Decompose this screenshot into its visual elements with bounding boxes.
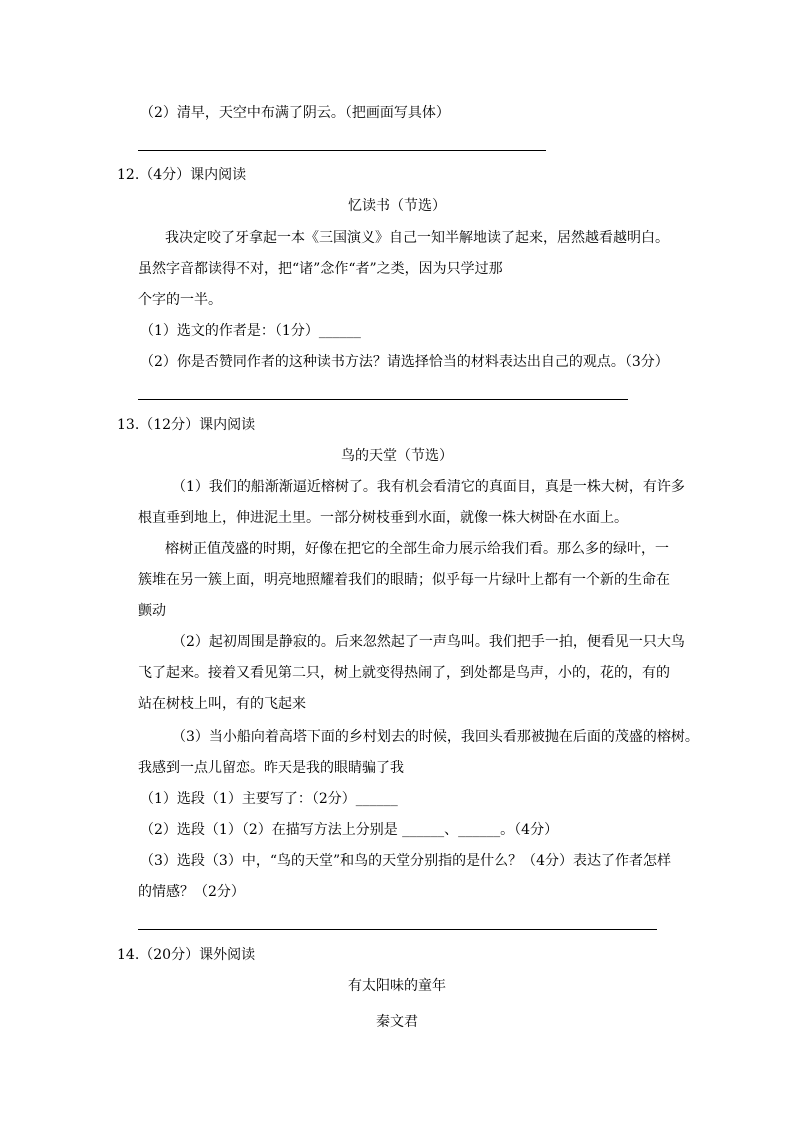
- answer-line[interactable]: [138, 929, 657, 930]
- answer-line[interactable]: [138, 399, 628, 400]
- q13-passage-line: （3）当小船向着高塔下面的乡村划去的时候，我回头看那被抛在后面的茂盛的榕树。: [172, 729, 699, 745]
- q13-passage-line: 飞了起来。接着又看见第二只，树上就变得热闹了，到处都是鸟声，小的，花的，有的: [138, 665, 670, 681]
- q14-passage-title: 有太阳味的童年: [348, 978, 446, 994]
- q13-passage-line: 站在树枝上叫，有的飞起来: [138, 696, 306, 712]
- q13-sub1-prompt: （1）选段（1）主要写了：（2分）______: [140, 791, 398, 807]
- q13-sub3-prompt: 的情感？（2分）: [138, 884, 245, 900]
- q12-passage-line: 个字的一半。: [138, 292, 222, 308]
- q12-header: 12.（4分）课内阅读: [117, 167, 247, 183]
- q14-header: 14.（20分）课外阅读: [117, 947, 256, 963]
- q12-passage-line: 我决定咬了牙拿起一本《三国演义》自己一知半解地读了起来，居然越看越明白。: [165, 230, 669, 246]
- q13-passage-title: 鸟的天堂（节选）: [341, 448, 453, 464]
- q12-sub1-prompt: （1）选文的作者是：（1分）______: [140, 323, 361, 339]
- answer-line[interactable]: [138, 150, 546, 151]
- q13-passage-line: 根直垂到地上，伸进泥土里。一部分树枝垂到水面，就像一株大树卧在水面上。: [138, 510, 628, 526]
- q13-header: 13.（12分）课内阅读: [117, 417, 256, 433]
- q14-passage-author: 秦文君: [376, 1014, 418, 1030]
- q13-passage-line: 我感到一点儿留恋。昨天是我的眼睛骗了我: [138, 760, 404, 776]
- q13-sub3-prompt: （3）选段（3）中，“鸟的天堂”和鸟的天堂分别指的是什么？（4分）表达了作者怎样: [140, 853, 672, 869]
- q13-passage-line: 颤动: [138, 603, 166, 619]
- q13-passage-line: （2）起初周围是静寂的。后来忽然起了一声鸟叫。我们把手一拍，便看见一只大鸟: [172, 634, 685, 650]
- q12-sub2-prompt: （2）你是否赞同作者的这种读书方法？请选择恰当的材料表达出自己的观点。（3分）: [140, 354, 669, 370]
- q13-passage-line: 簇堆在另一簇上面，明亮地照耀着我们的眼睛；似乎每一片绿叶上都有一个新的生命在: [138, 572, 670, 588]
- q12-passage-line: 虽然字音都读得不对，把“诸”念作“者”之类，因为只学过那: [138, 261, 503, 277]
- q11-part2-prompt: （2）清早，天空中布满了阴云。（把画面写具体）: [140, 105, 450, 121]
- q13-passage-line: （1）我们的船渐渐逼近榕树了。我有机会看清它的真面目，真是一株大树，有许多: [172, 479, 685, 495]
- q12-passage-title: 忆读书（节选）: [348, 198, 446, 214]
- q13-passage-line: 榕树正值茂盛的时期，好像在把它的全部生命力展示给我们看。那么多的绿叶，一: [165, 541, 669, 557]
- q13-sub2-prompt: （2）选段（1）（2）在描写方法上分别是 ______、______。（4分）: [140, 822, 559, 838]
